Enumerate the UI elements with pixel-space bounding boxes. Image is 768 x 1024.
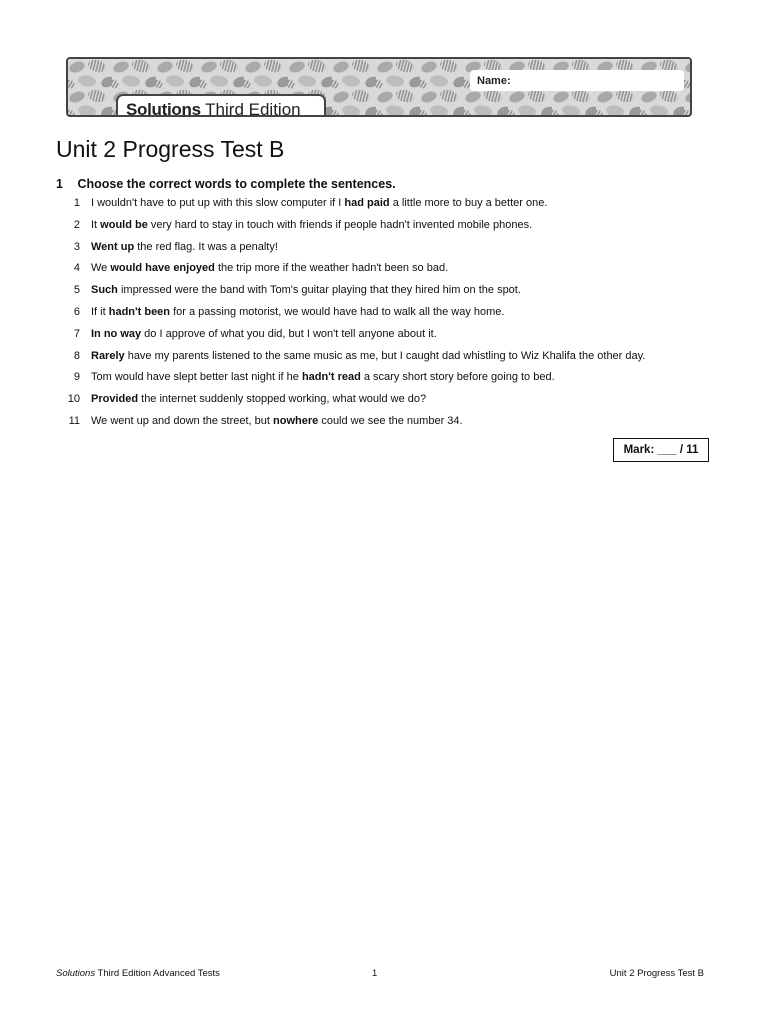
sentence-number: 9 <box>73 371 80 384</box>
highlighted-words: Rarely <box>91 349 125 362</box>
sentence-after: the trip more if the weather hadn't been so bad. <box>214 262 449 275</box>
sentence-before: It <box>91 218 101 231</box>
sentence-after: the internet suddenly stopped working, what would we do? <box>138 393 427 406</box>
sentence-number: 6 <box>73 305 80 318</box>
sentence-number: 8 <box>73 349 80 362</box>
name-label: Name: <box>477 75 511 87</box>
sentence-before: We <box>91 262 111 275</box>
sentence-number: 10 <box>67 393 80 406</box>
footer-page-number: 1 <box>372 968 378 979</box>
footer-left <box>56 968 220 979</box>
sentence-after: a little more to buy a better one. <box>389 197 548 209</box>
question-instruction: Choose the correct words to complete the sentences. <box>77 177 396 191</box>
sentence-before: Tom would have slept better last night if he <box>91 371 302 384</box>
page-title: Unit 2 Progress Test B <box>56 136 285 162</box>
sentence-after: could we see the number 34. <box>318 414 463 427</box>
sentence-text <box>91 241 278 253</box>
sentence-text <box>91 284 521 296</box>
footer-series: Solutions <box>56 968 96 979</box>
highlighted-words: Provided <box>91 393 139 406</box>
sentence-after: very hard to stay in touch with friends if people hadn't invented mobile phones. <box>147 218 533 231</box>
mark-box: Mark: ___ / 11 <box>613 438 709 462</box>
sentence-after: a scary short story before going to bed. <box>360 371 555 384</box>
sentence-text <box>91 328 437 340</box>
highlighted-words: would be <box>100 218 148 231</box>
highlighted-words: had paid <box>344 197 390 209</box>
brand-rest: Third Edition <box>200 100 301 117</box>
sentence-after: impressed were the band with Tom's guitar playing that they hired him on the spot. <box>117 284 521 297</box>
sentence-text <box>91 197 547 209</box>
sentence-number: 2 <box>73 218 80 231</box>
sentence-after: for a passing motorist, we would have had to walk all the way home. <box>170 305 505 318</box>
sentence-after: do I approve of what you did, but I won't tell anyone about it. <box>141 327 437 340</box>
sentence-after: the red flag. It was a penalty! <box>134 240 278 253</box>
sentence-text <box>91 371 555 383</box>
brand-bold: Solutions <box>126 100 201 117</box>
sentence-after: have my parents listened to the same music as me, but I caught dad whistling to Wiz Khalifa the other day. <box>124 349 646 362</box>
highlighted-words: nowhere <box>273 414 319 427</box>
sentence-item <box>56 219 716 241</box>
footer-right: Unit 2 Progress Test B <box>609 968 704 979</box>
highlighted-words: In no way <box>91 327 142 340</box>
question-heading <box>56 177 396 191</box>
sentence-number: 7 <box>73 327 80 340</box>
highlighted-words: Went up <box>91 240 135 253</box>
sentence-item <box>56 393 716 415</box>
sentence-item <box>56 328 716 350</box>
sentence-text <box>91 350 645 362</box>
highlighted-words: hadn't read <box>301 371 361 384</box>
brand-logo <box>116 94 326 117</box>
sentence-text <box>91 393 426 405</box>
sentence-item <box>56 350 716 372</box>
highlighted-words: Such <box>91 284 118 297</box>
sentence-before: If it <box>91 305 109 318</box>
sentence-number: 1 <box>73 197 80 209</box>
highlighted-words: would have enjoyed <box>110 262 215 275</box>
header-banner <box>66 57 692 117</box>
sentence-text <box>91 415 463 427</box>
sentence-item <box>56 415 716 437</box>
question-number: 1 <box>56 177 63 191</box>
sentence-number: 11 <box>68 414 80 427</box>
sentence-text <box>91 306 504 318</box>
sentence-text <box>91 219 532 231</box>
sentence-number: 5 <box>73 284 80 297</box>
sentence-item <box>56 241 716 263</box>
sentence-item <box>56 371 716 393</box>
footer-title: Third Edition Advanced Tests <box>95 968 220 979</box>
highlighted-words: hadn't been <box>108 305 171 318</box>
name-field[interactable] <box>470 70 684 91</box>
sentence-number: 3 <box>73 240 80 253</box>
sentence-before: I wouldn't have to put up with this slow computer if I <box>91 197 345 209</box>
sentence-list <box>56 197 716 437</box>
sentence-item <box>56 197 716 219</box>
sentence-before: We went up and down the street, but <box>91 414 274 427</box>
sentence-number: 4 <box>73 262 80 275</box>
sentence-item <box>56 306 716 328</box>
sentence-text <box>91 262 448 274</box>
sentence-item <box>56 284 716 306</box>
sentence-item <box>56 262 716 284</box>
